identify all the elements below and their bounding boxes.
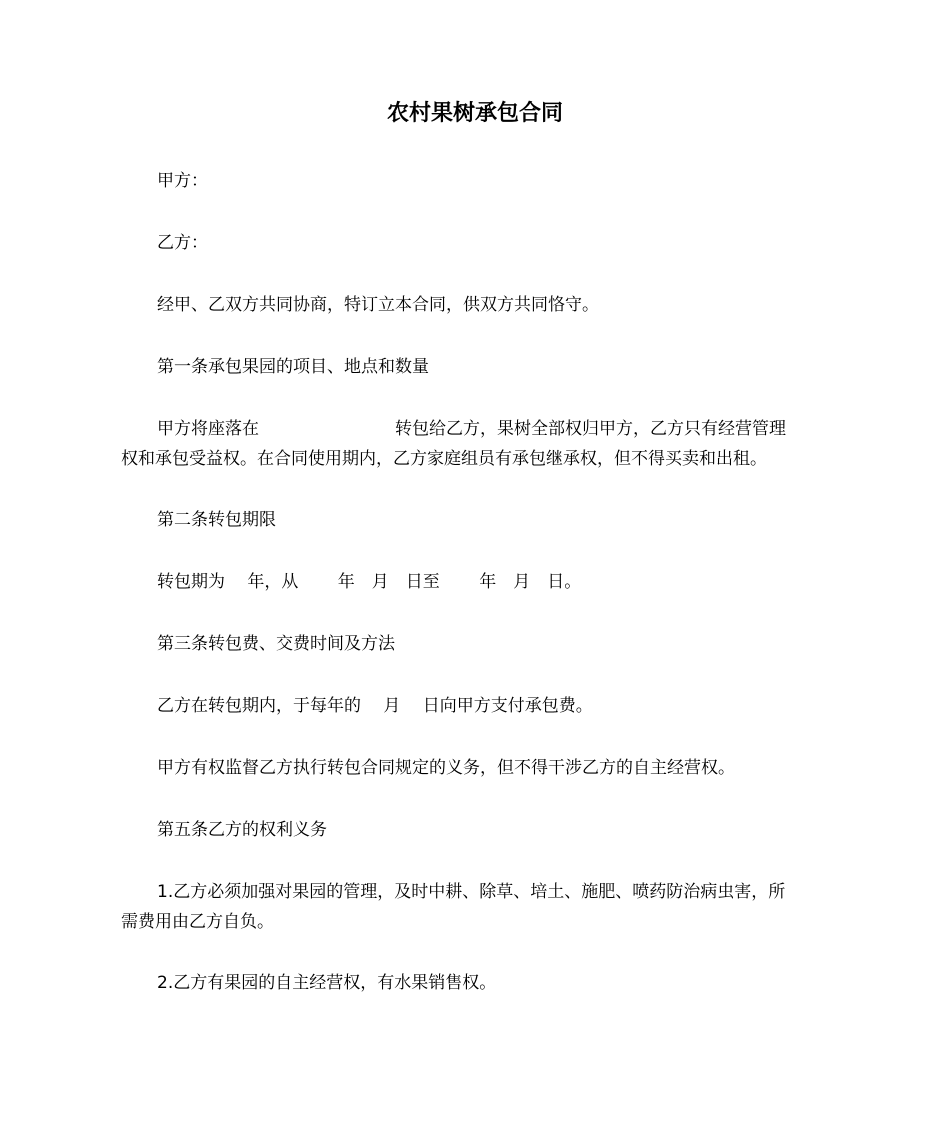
party-a-line: 甲方： [157,171,208,191]
party-b-line: 乙方： [157,233,208,253]
clause-1-line-2: 需费用由乙方自负。 [121,912,274,932]
article-2-heading: 第二条转包期限 [157,510,276,530]
supervision-paragraph: 甲方有权监督乙方执行转包合同规定的义务，但不得干涉乙方的自主经营权。 [157,758,735,778]
article-1-heading: 第一条承包果园的项目、地点和数量 [157,357,429,377]
article-3-heading: 第三条转包费、交费时间及方法 [157,634,395,654]
document-title: 农村果树承包合同 [386,101,563,126]
clause-1-line-1: 1.乙方必须加强对果园的管理，及时中耕、除草、培土、施肥、喷药防治病虫害，所 [157,882,786,902]
payment-paragraph: 乙方在转包期内，于每年的 月 日向甲方支付承包费。 [157,696,593,716]
preamble-paragraph: 经甲、乙双方共同协商，特订立本合同，供双方共同恪守。 [157,295,599,315]
article-1-line-1: 甲方将座落在 转包给乙方，果树全部权归甲方，乙方只有经营管理 [157,419,786,439]
term-period-paragraph: 转包期为 年，从 年 月 日至 年 月 日。 [157,572,582,592]
clause-2-paragraph: 2.乙方有果园的自主经营权，有水果销售权。 [157,973,497,993]
article-1-line-2: 权和承包受益权。在合同使用期内，乙方家庭组员有承包继承权，但不得买卖和出租。 [121,449,767,469]
article-5-heading: 第五条乙方的权利义务 [157,820,327,840]
